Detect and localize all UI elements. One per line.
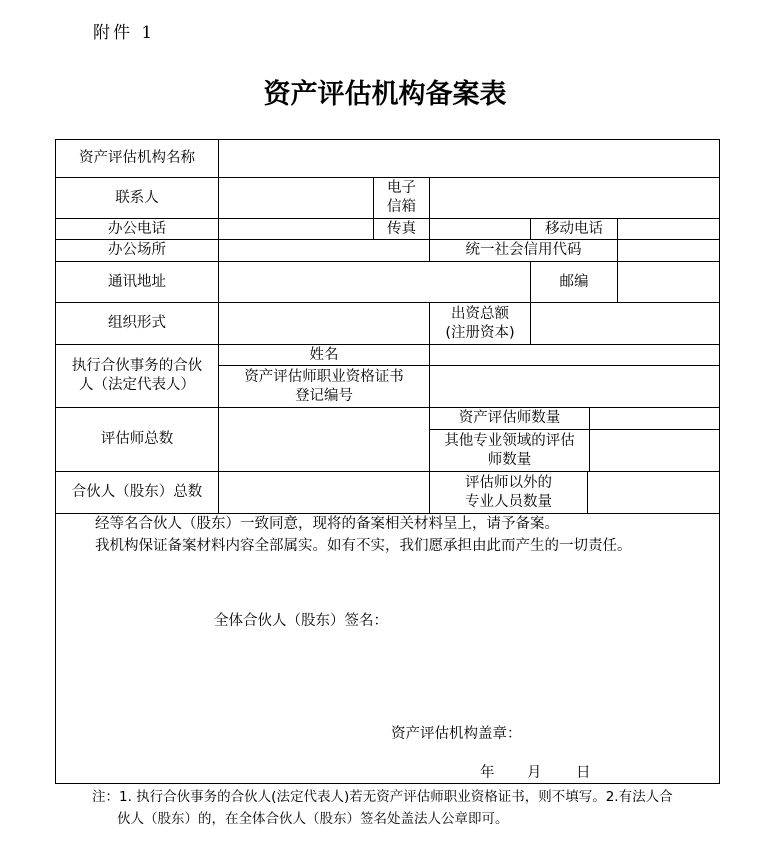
contact-value[interactable] (219, 178, 373, 218)
seal-label: 资产评估机构盖章： (391, 726, 522, 742)
partner-name-value[interactable] (430, 345, 719, 365)
appraiser-count-value[interactable] (590, 408, 719, 429)
postcode-label: 邮编 (559, 273, 589, 290)
contact-label: 联系人 (115, 189, 159, 206)
office-place-value[interactable] (219, 240, 429, 261)
fax-value[interactable] (430, 219, 530, 239)
credit-code-label: 统一社会信用代码 (465, 242, 582, 258)
other-appraiser-label: 其他专业领域的评估 师数量 (444, 432, 575, 468)
other-appraiser-value[interactable] (590, 430, 719, 471)
footnote-line-2: 伙人（股东）的，在全体合伙人（股东）签名处盖法人公章即可。 (117, 811, 509, 827)
org-form-label: 组织形式 (108, 315, 166, 331)
email-label: 电子 信箱 (387, 180, 416, 215)
table-border-right (719, 139, 720, 784)
shareholder-total-label: 合伙人（股东）总数 (71, 484, 203, 500)
org-name-value[interactable] (219, 140, 719, 177)
appraiser-total-label: 评估师总数 (100, 431, 174, 447)
address-label: 通讯地址 (108, 273, 166, 290)
partner-name-label: 姓名 (309, 346, 339, 363)
postcode-value[interactable] (618, 262, 719, 302)
page-title: 资产评估机构备案表 (263, 79, 507, 110)
attachment-label: 附件 1 (93, 23, 156, 43)
email-value[interactable] (430, 178, 719, 218)
date-year: 年 (480, 765, 495, 781)
cert-no-value[interactable] (430, 366, 719, 407)
office-phone-label: 办公电话 (108, 220, 166, 237)
other-staff-label: 评估师以外的 专业人员数量 (465, 474, 552, 510)
declaration-line-1: 经等名合伙人（股东）一致同意，现将的备案相关材料呈上，请予备案。 (95, 516, 559, 532)
date-day: 日 (576, 765, 591, 781)
signature-label: 全体合伙人（股东）签名： (214, 613, 388, 629)
footnote-line-1: 注：1. 执行合伙事务的合伙人(法定代表人)若无资产评估师职业资格证书，则不填写。2.有法人合 (92, 789, 673, 805)
footnote (92, 786, 697, 830)
mobile-label: 移动电话 (545, 220, 603, 237)
fax-label: 传真 (387, 220, 416, 237)
mobile-value[interactable] (618, 219, 719, 239)
declaration-line-2: 我机构保证备案材料内容全部属实。如有不实，我们愿承担由此而产生的一切责任。 (95, 538, 632, 554)
credit-code-value[interactable] (618, 240, 719, 261)
capital-label: 出资总额 (注册资本) (445, 305, 515, 341)
capital-value[interactable] (531, 303, 719, 344)
org-name-label: 资产评估机构名称 (79, 150, 195, 166)
cert-no-label: 资产评估师职业资格证书 登记编号 (244, 368, 404, 404)
appraiser-total-value[interactable] (219, 408, 429, 471)
other-staff-value[interactable] (588, 472, 719, 513)
org-form-value[interactable] (219, 303, 429, 344)
appraiser-count-label: 资产评估师数量 (458, 410, 561, 426)
date-month: 月 (527, 765, 542, 781)
table-border-bottom (55, 783, 720, 784)
partner-label: 执行合伙事务的合伙 人（法定代表人） (71, 358, 203, 393)
office-phone-value[interactable] (219, 219, 373, 239)
office-place-label: 办公场所 (108, 242, 166, 258)
shareholder-total-value[interactable] (219, 472, 429, 513)
address-value[interactable] (219, 262, 530, 302)
